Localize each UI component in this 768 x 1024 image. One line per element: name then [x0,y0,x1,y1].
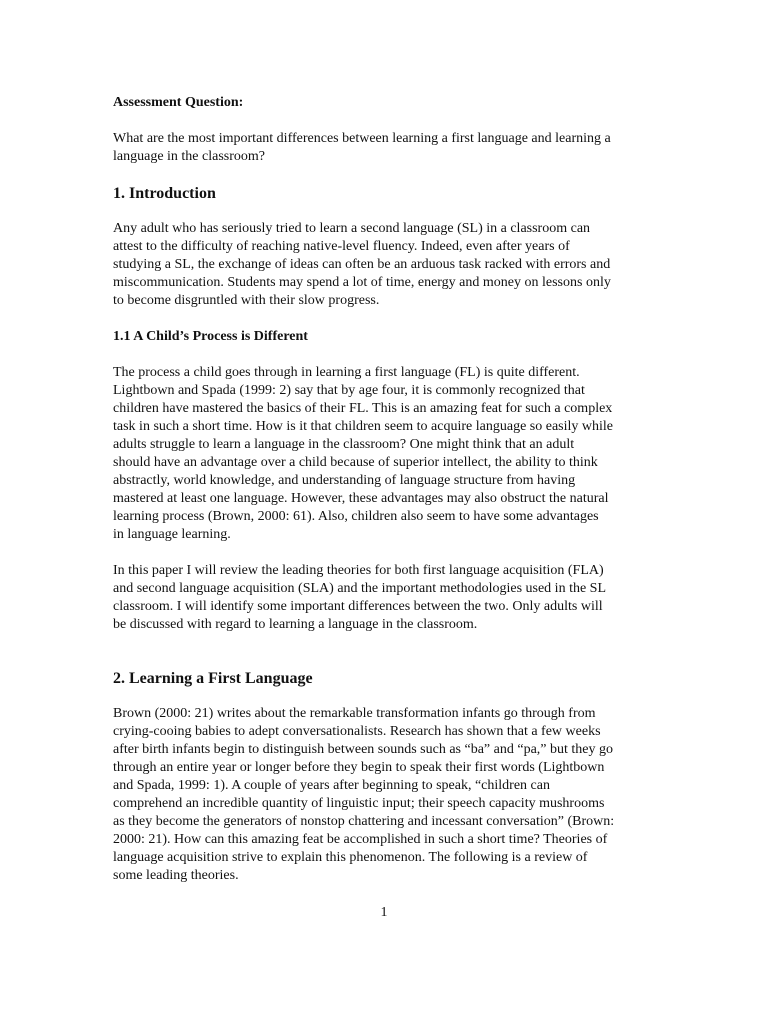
subsection-heading: 1.1 A Child’s Process is Different [113,329,308,344]
section-heading-first-language: 2. Learning a First Language [113,670,313,687]
child-process-paragraph [113,364,658,544]
text-line: Lightbown and Spada (1999: 2) say that by age four, it is commonly recognized that [113,383,585,398]
text-line: and Spada, 1999: 1). A couple of years after beginning to speak, “children can [113,778,550,793]
text-line: learning process (Brown, 2000: 61). Also, children also seem to have some advantages [113,509,599,524]
document-page [113,94,658,885]
text-line: language in the classroom? [113,149,266,164]
text-line: adults struggle to learn a language in the classroom? One might think that an adult [113,437,575,452]
text-line: The process a child goes through in learning a first language (FL) is quite different. [113,365,580,380]
text-line: and second language acquisition (SLA) and the important methodologies used in the SL [113,581,607,596]
text-line: studying a SL, the exchange of ideas can often be an arduous task racked with errors and [113,257,611,272]
text-line: Brown (2000: 21) writes about the remarkable transformation infants go through from [113,706,596,721]
page-number: 1 [380,905,388,920]
text-line: attest to the difficulty of reaching native-level fluency. Indeed, even after years of [113,239,570,254]
text-line: as they become the generators of nonstop chattering and incessant conversation” (Brown: [113,814,615,829]
text-line: crying-cooing babies to adept conversationalists. Research has shown that a few weeks [113,724,601,739]
text-line: some leading theories. [113,868,239,883]
first-language-paragraph [113,705,658,885]
text-line: be discussed with regard to learning a language in the classroom. [113,617,478,632]
text-line: 2000: 21). How can this amazing feat be accomplished in such a short time? Theories of [113,832,608,847]
text-line: Any adult who has seriously tried to learn a second language (SL) in a classroom can [113,221,591,236]
text-line: should have an advantage over a child because of superior intellect, the ability to think [113,455,598,470]
text-line: task in such a short time. How is it that children seem to acquire language so easily while [113,419,613,434]
text-line: In this paper I will review the leading theories for both first language acquisition (FLA) [113,563,604,578]
text-line: after birth infants begin to distinguish between sounds such as “ba” and “pa,” but they go [113,742,613,757]
text-line: children have mastered the basics of their FL. This is an amazing feat for such a complex [113,401,613,416]
section-heading-introduction: 1. Introduction [113,185,216,202]
intro-paragraph [113,220,658,310]
text-line: mastered at least one language. However, these advantages may also obstruct the natural [113,491,609,506]
text-line: classroom. I will identify some important differences between the two. Only adults will [113,599,603,614]
text-line: miscommunication. Students may spend a lot of time, energy and money on lessons only [113,275,611,290]
text-line: What are the most important differences between learning a first language and learning a [113,131,611,146]
text-line: through an entire year or longer before they begin to speak their first words (Lightbown [113,760,605,775]
text-line: abstractly, world knowledge, and understanding of language structure from having [113,473,576,488]
text-line: language acquisition strive to explain this phenomenon. The following is a review of [113,850,588,865]
text-line: in language learning. [113,527,231,542]
paper-overview-paragraph [113,562,658,634]
text-line: to become disgruntled with their slow progress. [113,293,380,308]
assessment-question [113,130,658,166]
text-line: comprehend an incredible quantity of linguistic input; their speech capacity mushrooms [113,796,605,811]
assessment-label: Assessment Question: [113,95,244,110]
